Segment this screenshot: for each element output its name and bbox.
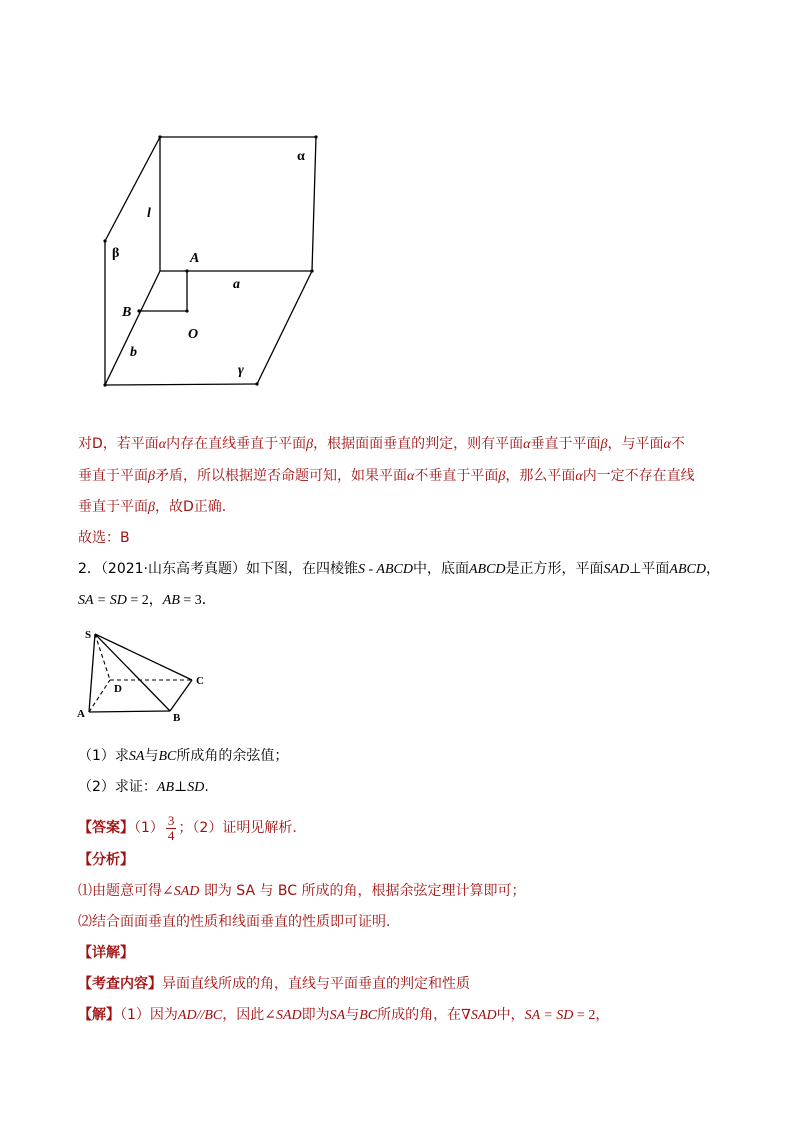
label-gamma: γ [238, 363, 244, 378]
label-beta: β [112, 246, 120, 261]
label-a: a [233, 277, 240, 292]
problem2-line2: SA = SD = 2，AB = 3． [78, 593, 216, 608]
figure-planes [95, 128, 335, 393]
edge-BC [170, 680, 192, 711]
label-A2: A [77, 708, 85, 720]
label-D: D [114, 683, 122, 695]
answer-fraction: $\frac{3}{4}$ [167, 812, 175, 843]
solution-line: 【解】（1）因为AD//BC，因此∠SAD即为SA与BC所成的角，在∇SAD中，SA = SD = 2， [78, 1007, 610, 1023]
para-d-line2: 垂直于平面β矛盾，所以根据逆否命题可知，如果平面α不垂直于平面β，那么平面α内一定不存在直线 [78, 468, 695, 484]
edge-SB [95, 634, 170, 711]
plane-gamma-right [257, 271, 312, 384]
plane-alpha-right [312, 137, 316, 271]
para-d-line1: 对D，若平面α内存在直线垂直于平面β，根据面面垂直的判定，则有平面α垂直于平面β，与平面α不 [78, 436, 685, 452]
label-O: O [188, 327, 199, 342]
label-C: C [196, 675, 204, 687]
choice-answer: 故选：B [78, 530, 130, 546]
label-A: A [190, 251, 200, 266]
label-B2: B [173, 712, 181, 724]
plane-gamma-bottom [105, 384, 257, 385]
edge-SC [95, 634, 192, 680]
para-d-line3: 垂直于平面β，故D正确. [78, 499, 227, 515]
label-S: S [85, 629, 92, 641]
figure-pyramid [72, 624, 217, 728]
answer-line: 【答案】（1） $\frac{3}{4}$ ；（2）证明见解析. [78, 812, 297, 843]
content-line: 【考查内容】异面直线所成的角，直线与平面垂直的判定和性质 [78, 976, 470, 992]
label-l: l [147, 206, 151, 221]
edge-AD [89, 680, 110, 712]
label-b: b [130, 345, 137, 360]
plane-beta-top [105, 137, 160, 241]
question-2: （2）求证：AB⊥SD. [78, 779, 209, 795]
label-B: B [122, 305, 132, 320]
analysis-tag: 【分析】 [78, 852, 134, 868]
analysis-line2: ⑵结合面面垂直的性质和线面垂直的性质即可证明. [78, 914, 391, 930]
question-1: （1）求SA与BC所成角的余弦值； [78, 748, 289, 764]
line-b [105, 271, 160, 385]
label-alpha: α [297, 149, 305, 164]
edge-AB [89, 711, 170, 712]
detail-tag: 【详解】 [78, 945, 134, 961]
analysis-line1: ⑴由题意可得∠SAD 即为 SA 与 BC 所成的角，根据余弦定理计算即可； [78, 883, 526, 899]
problem2-line1: 2．（2021·山东高考真题）如下图，在四棱锥S - ABCD中，底面ABCD是正方形，平面SAD⊥平面ABCD， [78, 561, 720, 577]
edge-SA [89, 634, 95, 712]
